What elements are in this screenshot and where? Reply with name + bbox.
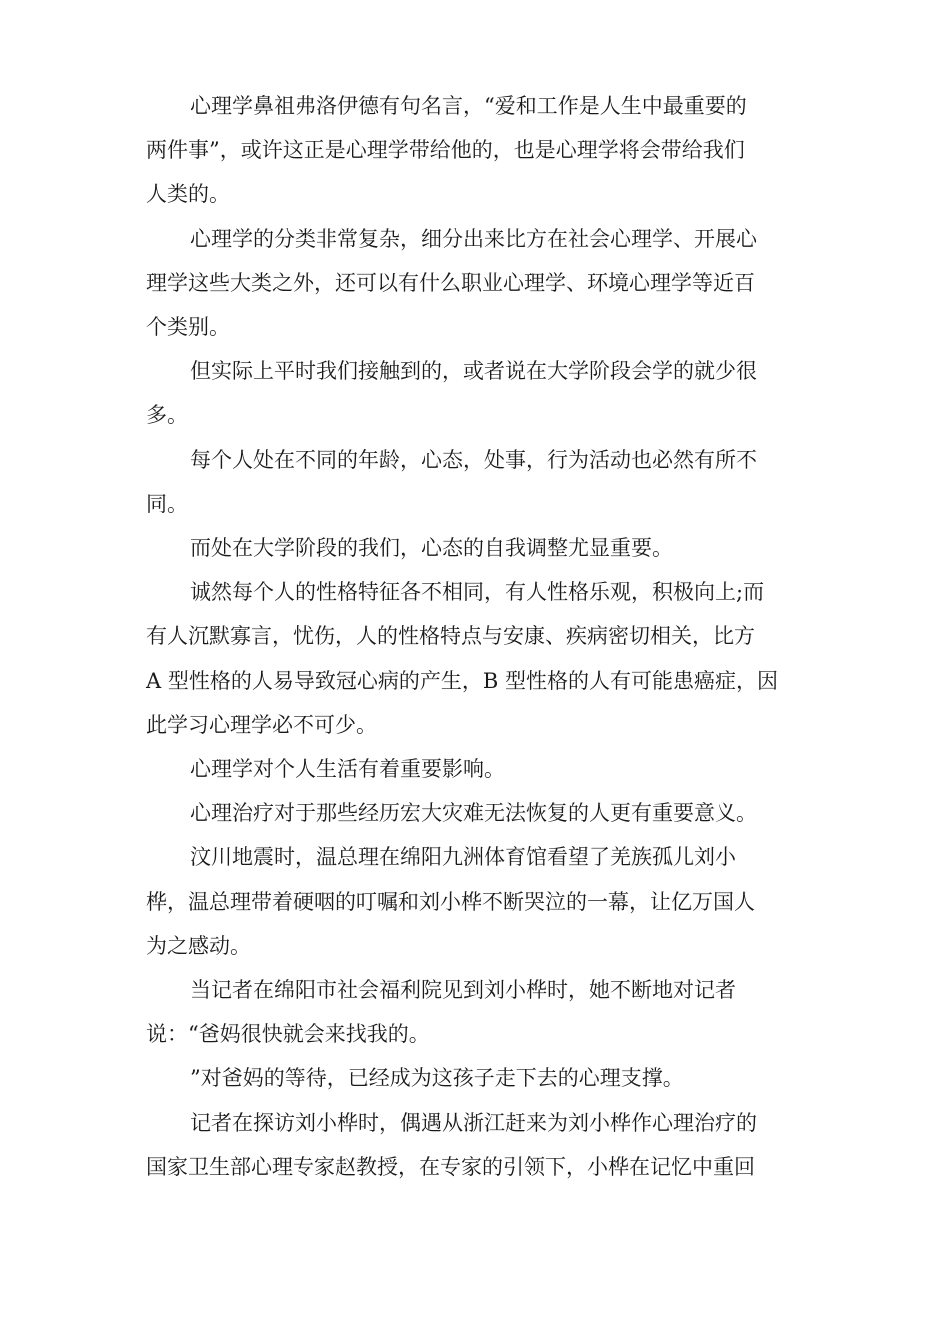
paragraph bbox=[146, 570, 810, 747]
paragraph bbox=[146, 349, 810, 437]
paragraph-line: 桦，温总理带着硬咽的叮嘱和刘小桦不断哭泣的一幕，让亿万国人 bbox=[146, 889, 755, 914]
paragraph bbox=[146, 835, 810, 968]
paragraph bbox=[146, 438, 810, 526]
paragraph-line: ”对爸妈的等待，已经成为这孩子走下去的心理支撑。 bbox=[190, 1066, 684, 1091]
paragraph-line: 心理治疗对于那些经历宏大灾难无法恢复的人更有重要意义。 bbox=[190, 801, 757, 826]
paragraph bbox=[146, 217, 810, 350]
paragraph-line: 汶川地震时，温总理在绵阳九洲体育馆看望了羌族孤儿刘小 bbox=[190, 845, 736, 870]
paragraph-line: 说：“爸妈很快就会来找我的。 bbox=[146, 1022, 430, 1047]
paragraph-line: 诚然每个人的性格特征各不相同，有人性格乐观，积极向上;而 bbox=[190, 580, 765, 605]
paragraph-line: 个类别。 bbox=[146, 315, 230, 340]
paragraph-line: 两件事”，或许这正是心理学带给他的，也是心理学将会带给我们 bbox=[146, 138, 745, 163]
paragraph-line: 心理学鼻祖弗洛伊德有句名言，“爱和工作是人生中最重要的 bbox=[190, 94, 747, 118]
paragraph-line: 理学这些大类之外，还可以有什么职业心理学、环境心理学等近百 bbox=[146, 270, 755, 295]
paragraph bbox=[146, 1101, 810, 1189]
paragraph-line: 为之感动。 bbox=[146, 933, 251, 958]
document-body bbox=[146, 84, 810, 1189]
paragraph-line: 同。 bbox=[146, 491, 188, 516]
paragraph-line: 多。 bbox=[146, 403, 188, 428]
paragraph-line: 心理学对个人生活有着重要影响。 bbox=[190, 757, 505, 782]
paragraph-line: 而处在大学阶段的我们，心态的自我调整尤显重要。 bbox=[190, 536, 673, 561]
paragraph-line: 人类的。 bbox=[146, 182, 230, 207]
paragraph bbox=[146, 747, 810, 791]
paragraph bbox=[146, 526, 810, 570]
paragraph-line: 记者在探访刘小桦时，偶遇从浙江赶来为刘小桦作心理治疗的 bbox=[190, 1110, 757, 1135]
paragraph bbox=[146, 1056, 810, 1100]
paragraph-line: 国家卫生部心理专家赵教授，在专家的引领下，小桦在记忆中重回 bbox=[146, 1154, 755, 1179]
paragraph bbox=[146, 791, 810, 835]
paragraph-line: 心理学的分类非常复杂，细分出来比方在社会心理学、开展心 bbox=[190, 226, 757, 251]
paragraph bbox=[146, 968, 810, 1056]
paragraph-line: 但实际上平时我们接触到的，或者说在大学阶段会学的就少很 bbox=[190, 359, 757, 384]
paragraph-line: A 型性格的人易导致冠心病的产生，B 型性格的人有可能患癌症，因 bbox=[146, 668, 778, 693]
paragraph-line: 当记者在绵阳市社会福利院见到刘小桦时，她不断地对记者 bbox=[190, 978, 736, 1003]
paragraph-line: 每个人处在不同的年龄，心态，处事，行为活动也必然有所不 bbox=[190, 447, 757, 472]
paragraph bbox=[146, 84, 810, 217]
paragraph-line: 此学习心理学必不可少。 bbox=[146, 712, 377, 737]
paragraph-line: 有人沉默寡言，忧伤，人的性格特点与安康、疾病密切相关，比方 bbox=[146, 624, 755, 649]
